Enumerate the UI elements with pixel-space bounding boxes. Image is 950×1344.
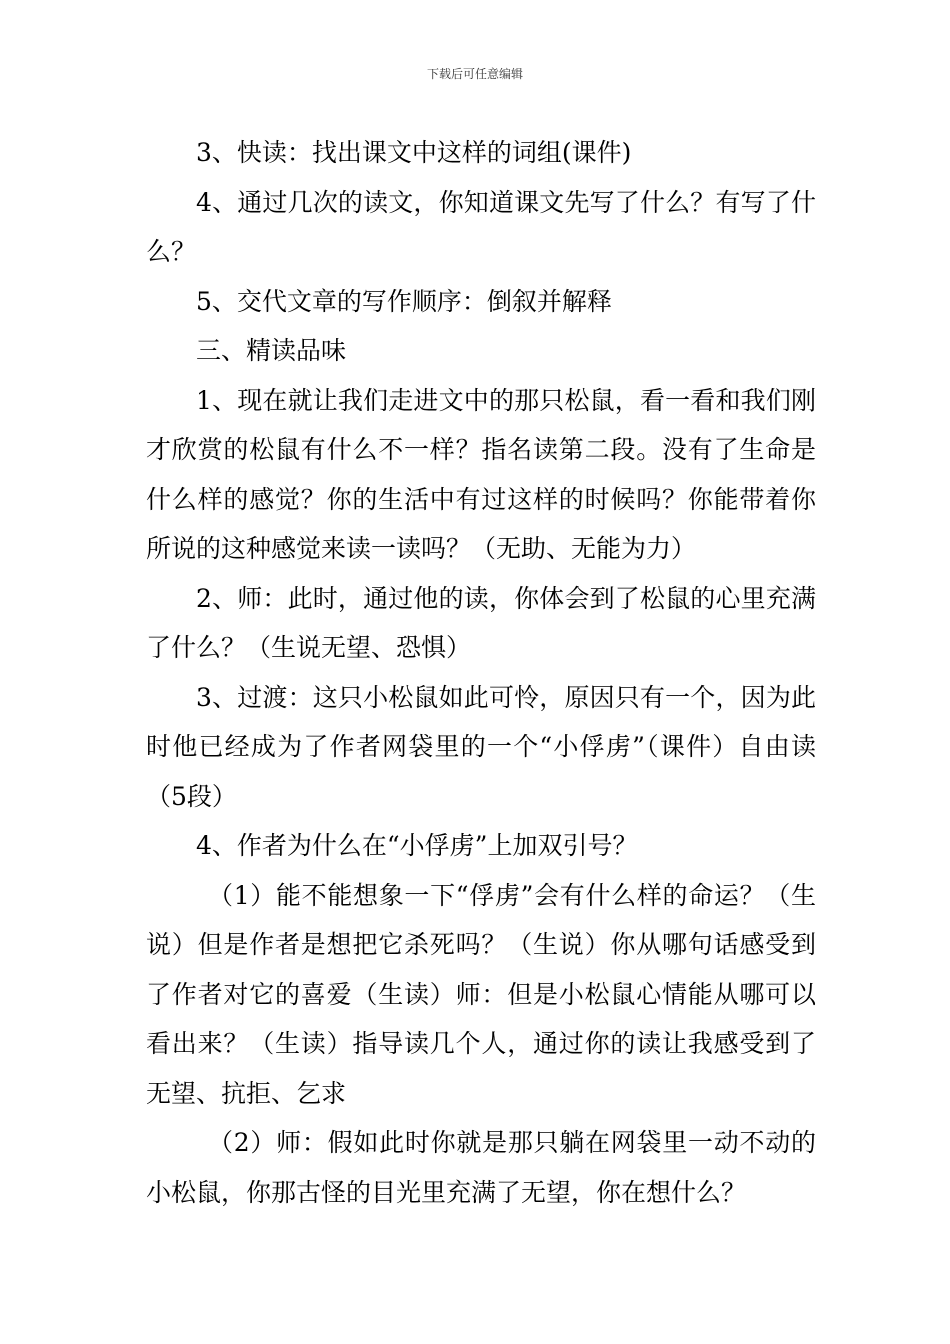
paragraph-what-written: 4、通过几次的读文，你知道课文先写了什么？有写了什么？ bbox=[146, 187, 816, 266]
page-header-note: 下载后可任意编辑 bbox=[426, 67, 523, 81]
paragraph-item-2: 2、师：此时，通过他的读，你体会到了松鼠的心里充满了什么？（生说无望、恐惧） bbox=[146, 583, 816, 662]
paragraph-item-3: 3、过渡：这只小松鼠如此可怜，原因只有一个，因为此时他已经成为了作者网袋里的一个“小俘虏”（课件）自由读（5段） bbox=[146, 682, 816, 811]
paragraph-subitem-1: （1）能不能想象一下“俘虏”会有什么样的命运？（生说）但是作者是想把它杀死吗？（生说）你从哪句话感受到了作者对它的喜爱（生读）师：但是小松鼠心情能从哪可以看出来？（生读）指导读几个人，通过你的读让我感受到了无望、抗拒、乞求 bbox=[146, 880, 816, 1108]
document-body bbox=[146, 128, 816, 1217]
paragraph-subitem-2: （2）师：假如此时你就是那只躺在网袋里一动不动的小松鼠，你那古怪的目光里充满了无望，你在想什么？ bbox=[146, 1128, 816, 1207]
paragraph-writing-order: 5、交代文章的写作顺序：倒叙并解释 bbox=[196, 286, 612, 316]
paragraph-item-1: 1、现在就让我们走进文中的那只松鼠，看一看和我们刚才欣赏的松鼠有什么不一样？指名读第二段。没有了生命是什么样的感觉？你的生活中有过这样的时候吗？你能带着你所说的这种感觉来读一读吗？（无助、无能为力） bbox=[146, 385, 816, 563]
paragraph-item-4: 4、作者为什么在“小俘虏”上加双引号？ bbox=[196, 831, 638, 860]
paragraph-quick-read: 3、快读：找出课文中这样的词组(课件) bbox=[196, 138, 632, 167]
section-heading-close-reading: 三、精读品味 bbox=[196, 336, 347, 365]
